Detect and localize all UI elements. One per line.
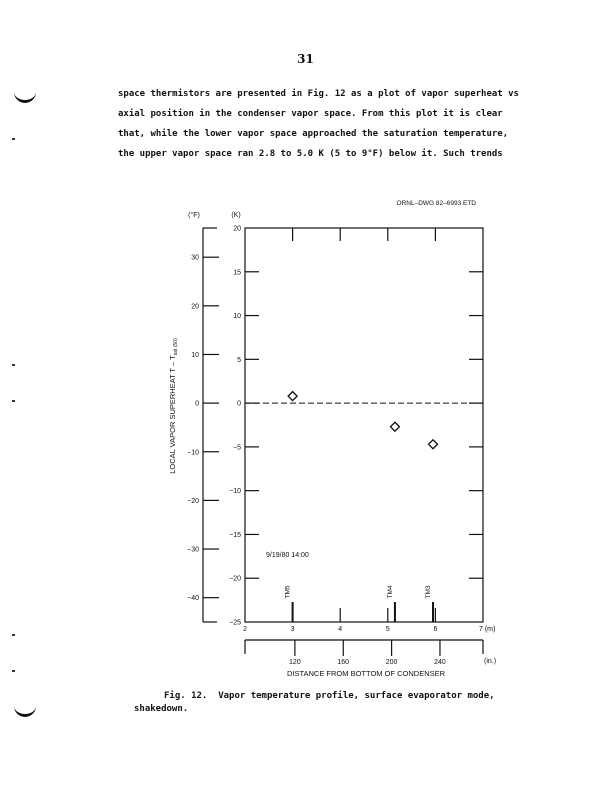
thermistor-label-group xyxy=(387,585,394,598)
y-axis-label: LOCAL VAPOR SUPERHEAT T – $T_{sat (50)}$ xyxy=(168,338,179,474)
meter-tick-label: 5 xyxy=(385,626,390,633)
data-point xyxy=(390,422,399,431)
figure-caption xyxy=(134,690,574,716)
y-unit-right: (K) xyxy=(231,212,241,219)
thermistor-label: TM4 xyxy=(386,585,394,599)
page-number: 31 xyxy=(297,52,314,66)
caption-text: Vapor temperature profile, surface evaporator mode, xyxy=(218,691,495,701)
fahrenheit-tick-label: 10 xyxy=(191,351,199,359)
body-text-line: space thermistors are presented in Fig. 12 as a plot of vapor superheat vs xyxy=(118,89,519,99)
caption-continuation: shakedown. xyxy=(134,704,189,714)
body-text-line: the upper vapor space ran 2.8 to 5.0 K (5 to 9°F) below it. Such trends xyxy=(118,149,503,159)
kelvin-tick-label: 20 xyxy=(233,225,241,233)
marks-layer xyxy=(245,392,483,622)
thermistor-label-group xyxy=(425,585,432,598)
y-unit-left: (°F) xyxy=(188,212,200,219)
thermistor-label-group xyxy=(285,585,292,598)
fahrenheit-tick-label: −20 xyxy=(187,497,199,505)
x-axis-label: DISTANCE FROM BOTTOM OF CONDENSER xyxy=(286,669,446,678)
meter-tick-label: 3 xyxy=(290,626,295,633)
fahrenheit-tick-label: −40 xyxy=(187,595,199,603)
inch-tick-label: 160 xyxy=(337,659,350,666)
kelvin-tick-label: −5 xyxy=(233,444,241,452)
thermistor-label: TM3 xyxy=(425,585,433,599)
kelvin-tick-label: −15 xyxy=(229,531,241,539)
fahrenheit-tick-label: 30 xyxy=(191,254,199,262)
kelvin-tick-label: 0 xyxy=(237,400,241,408)
y-axis-label-group xyxy=(168,338,179,474)
kelvin-tick-label: 15 xyxy=(233,269,241,277)
kelvin-tick-label: −10 xyxy=(229,488,241,496)
body-text-line: that, while the lower vapor space approached the saturation temperature, xyxy=(118,129,509,139)
drawing-number: ORNL–DWG 82–6993 ETD xyxy=(396,200,476,207)
meter-tick-label: 6 xyxy=(433,626,438,633)
caption-label: Fig. 12. xyxy=(164,691,208,701)
meter-tick-label: 2 xyxy=(243,626,247,633)
fahrenheit-tick-label: −30 xyxy=(187,546,199,554)
kelvin-tick-label: 10 xyxy=(233,313,241,321)
inch-tick-label: 200 xyxy=(385,659,398,666)
meter-tick-label: 4 xyxy=(338,626,343,633)
x-unit-m: 7 (m) xyxy=(479,626,496,633)
x-unit-in: (in.) xyxy=(484,658,497,665)
fahrenheit-tick-label: −10 xyxy=(187,449,199,457)
inch-tick-label: 240 xyxy=(434,659,446,666)
kelvin-tick-label: −20 xyxy=(229,575,241,583)
axes-layer xyxy=(187,226,483,667)
fahrenheit-tick-label: 0 xyxy=(195,400,199,408)
fahrenheit-tick-label: 20 xyxy=(191,303,199,311)
date-annotation: 9/19/80 14:00 xyxy=(266,552,309,559)
kelvin-tick-label: −25 xyxy=(229,619,241,627)
data-point xyxy=(429,440,438,449)
data-point xyxy=(288,392,297,401)
thermistor-label: TM5 xyxy=(284,585,292,599)
inch-tick-label: 120 xyxy=(289,659,301,666)
body-text-line: axial position in the condenser vapor space. From this plot it is clear xyxy=(118,109,503,119)
kelvin-tick-label: 5 xyxy=(237,356,241,364)
plot-frame xyxy=(245,228,483,622)
